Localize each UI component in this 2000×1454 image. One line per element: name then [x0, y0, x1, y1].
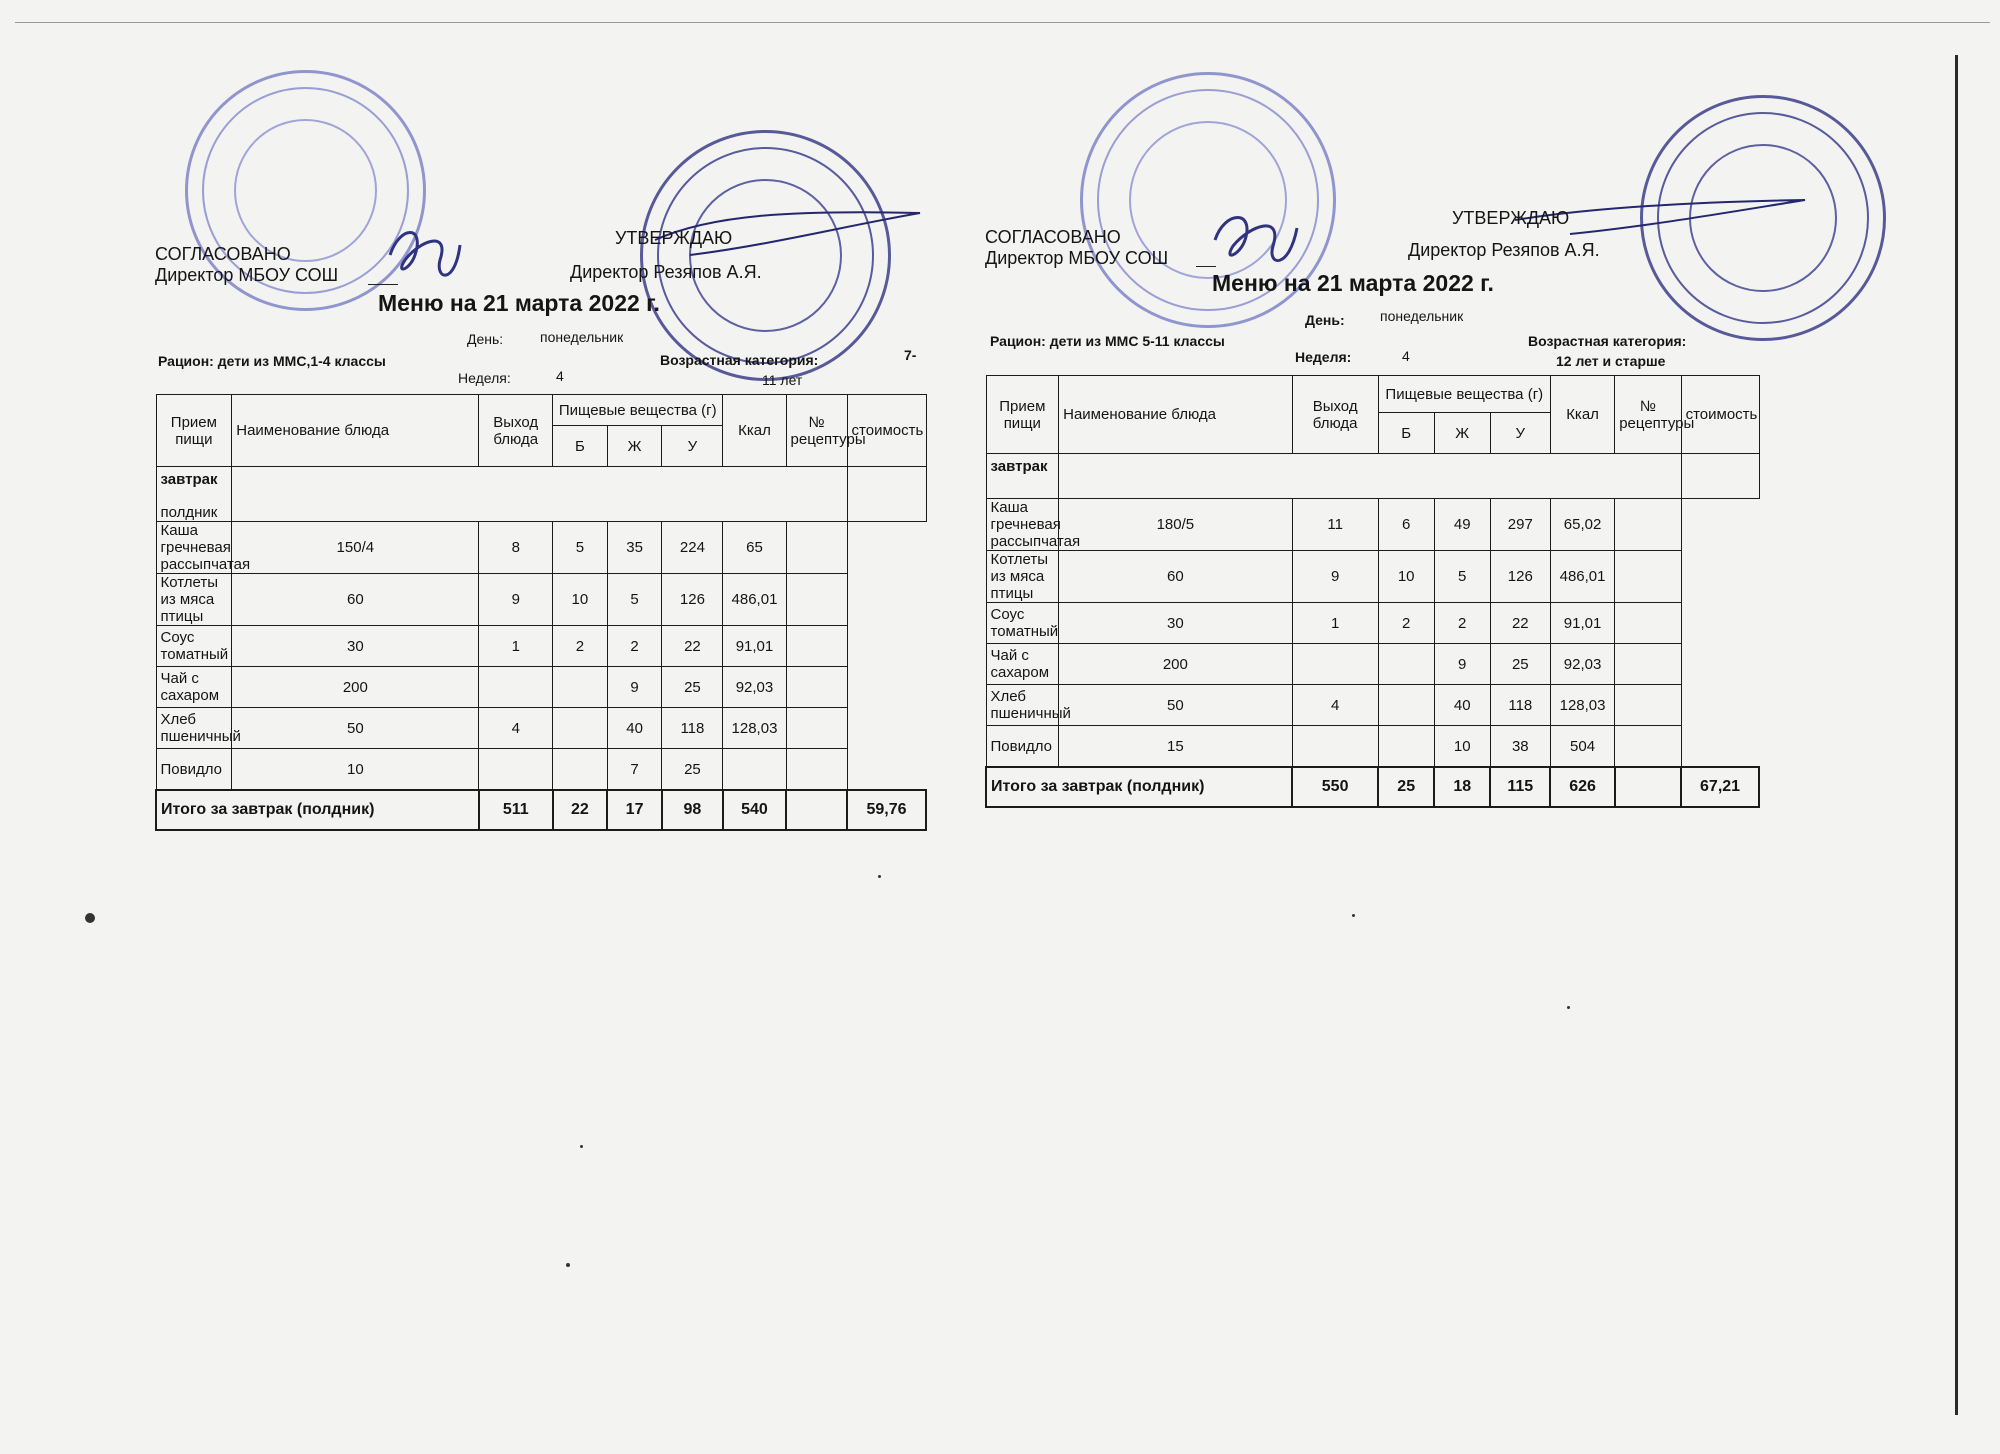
dish-cost [786, 574, 847, 626]
table-row [156, 708, 926, 749]
table-row [986, 685, 1759, 726]
header-recipe: № рецептуры [786, 395, 847, 467]
header-meal: Прием пищи [156, 395, 232, 467]
header-kcal: Ккал [1550, 376, 1614, 454]
signature-left [380, 215, 470, 295]
age-value-right: 12 лет и старше [1556, 353, 1666, 369]
menu-table-right [985, 375, 1760, 808]
dish-protein [1292, 644, 1378, 685]
dish-kcal: 224 [662, 522, 723, 574]
agreed-by: Директор МБОУ СОШ [155, 265, 339, 285]
age-value-left-a: 7- [904, 347, 917, 363]
approved-by-right: Директор Резяпов А.Я. [1408, 240, 1600, 260]
day-value-left: понедельник [540, 329, 624, 345]
dish-cost [1615, 499, 1681, 551]
ration-left: Рацион: дети из ММС,1-4 классы [158, 353, 386, 369]
dish-protein: 9 [1292, 551, 1378, 603]
dish-output: 50 [232, 708, 479, 749]
dish-kcal: 126 [662, 574, 723, 626]
approved-label-right: УТВЕРЖДАЮ [1452, 208, 1570, 228]
dish-fat [1378, 685, 1434, 726]
header-output: Выход блюда [1292, 376, 1378, 454]
dish-name: Чай с сахаром [986, 644, 1059, 685]
header-carbs: У [1490, 413, 1550, 454]
approved-label: УТВЕРЖДАЮ [615, 228, 733, 248]
approved-by: Директор Резяпов А.Я. [570, 262, 762, 282]
dish-carbs: 2 [1434, 603, 1490, 644]
dish-output: 15 [1059, 726, 1292, 768]
dish-fat: 2 [1378, 603, 1434, 644]
total-carbs: 98 [662, 790, 723, 830]
agreed-label-right: СОГЛАСОВАНО [985, 227, 1121, 247]
header-nutrients: Пищевые вещества (г) [553, 395, 723, 426]
dish-kcal: 25 [662, 749, 723, 791]
dish-recipe: 65,02 [1550, 499, 1614, 551]
dish-recipe: 504 [1550, 726, 1614, 768]
table-row [156, 749, 926, 791]
dish-carbs: 40 [1434, 685, 1490, 726]
ration-right: Рацион: дети из ММС 5-11 классы [990, 333, 1225, 349]
dish-output: 10 [232, 749, 479, 791]
scan-speck [580, 1145, 583, 1148]
week-value-right: 4 [1402, 348, 1410, 364]
total-recipe [1615, 767, 1681, 807]
dish-name: Каша гречневая рассыпчатая [156, 522, 232, 574]
table-row [986, 499, 1759, 551]
dish-carbs: 2 [607, 626, 662, 667]
dish-kcal: 118 [662, 708, 723, 749]
dish-output: 150/4 [232, 522, 479, 574]
header-dish-name: Наименование блюда [1059, 376, 1292, 454]
dish-name: Повидло [156, 749, 232, 791]
dish-carbs: 40 [607, 708, 662, 749]
scan-speck [566, 1263, 570, 1267]
total-protein: 25 [1378, 767, 1434, 807]
header-meal: Прием пищи [986, 376, 1059, 454]
dish-cost [786, 667, 847, 708]
week-label-left: Неделя: [458, 370, 511, 386]
dish-kcal: 25 [1490, 644, 1550, 685]
total-row [156, 790, 926, 830]
total-label: Итого за завтрак (полдник) [156, 790, 479, 830]
total-output: 511 [479, 790, 553, 830]
age-label-left: Возрастная категория: [660, 352, 819, 368]
scan-speck [85, 913, 95, 923]
dish-cost [1615, 644, 1681, 685]
page-top-edge [15, 22, 1990, 23]
table-row [986, 644, 1759, 685]
header-kcal: Ккал [723, 395, 786, 467]
header-cost: стоимость [847, 395, 926, 467]
dish-name: Хлеб пшеничный [986, 685, 1059, 726]
dish-fat: 5 [553, 522, 608, 574]
total-recipe [786, 790, 847, 830]
agreed-label: СОГЛАСОВАНО [155, 244, 291, 264]
agreed-by-right: Директор МБОУ СОШ [985, 248, 1169, 268]
table-row [156, 667, 926, 708]
table-row [156, 626, 926, 667]
dish-name: Повидло [986, 726, 1059, 768]
dish-kcal: 25 [662, 667, 723, 708]
signature-right [1205, 200, 1305, 280]
dish-kcal: 22 [662, 626, 723, 667]
dish-carbs: 49 [1434, 499, 1490, 551]
table-row [986, 603, 1759, 644]
dish-cost [786, 626, 847, 667]
dish-protein [479, 749, 553, 791]
header-output: Выход блюда [479, 395, 553, 467]
dish-carbs: 35 [607, 522, 662, 574]
total-kcal: 540 [723, 790, 786, 830]
dish-cost [1615, 603, 1681, 644]
dish-name: Котлеты из мяса птицы [986, 551, 1059, 603]
dish-recipe: 91,01 [1550, 603, 1614, 644]
dish-kcal: 297 [1490, 499, 1550, 551]
dish-recipe: 92,03 [1550, 644, 1614, 685]
total-cost: 59,76 [847, 790, 926, 830]
dish-cost [1615, 726, 1681, 768]
scan-speck [1352, 914, 1355, 917]
table-row [156, 522, 926, 574]
dish-kcal: 38 [1490, 726, 1550, 768]
total-carbs: 115 [1490, 767, 1550, 807]
dish-kcal: 126 [1490, 551, 1550, 603]
dish-recipe: 65 [723, 522, 786, 574]
dish-cost [1615, 551, 1681, 603]
dish-fat [553, 749, 608, 791]
dish-fat [1378, 644, 1434, 685]
dish-output: 60 [232, 574, 479, 626]
dish-recipe: 486,01 [1550, 551, 1614, 603]
header-protein: Б [1378, 413, 1434, 454]
total-row [986, 767, 1759, 807]
total-fat: 17 [607, 790, 662, 830]
dish-fat: 2 [553, 626, 608, 667]
age-label-right: Возрастная категория: [1528, 333, 1687, 349]
dish-name: Соус томатный [986, 603, 1059, 644]
table-header-row [986, 376, 1759, 413]
dish-name: Хлеб пшеничный [156, 708, 232, 749]
header-cost: стоимость [1681, 376, 1759, 454]
dish-output: 60 [1059, 551, 1292, 603]
dish-cost [786, 749, 847, 791]
dish-protein [479, 667, 553, 708]
dish-protein: 4 [479, 708, 553, 749]
table-row [156, 574, 926, 626]
day-label-right: День: [1305, 312, 1345, 328]
dish-output: 180/5 [1059, 499, 1292, 551]
header-carbs: У [662, 426, 723, 467]
scan-speck [878, 875, 881, 878]
dish-fat: 6 [1378, 499, 1434, 551]
dish-output: 30 [1059, 603, 1292, 644]
dish-carbs: 5 [607, 574, 662, 626]
dish-kcal: 118 [1490, 685, 1550, 726]
meal-cell: завтрак [986, 454, 1059, 499]
dish-recipe: 92,03 [723, 667, 786, 708]
dish-protein: 1 [479, 626, 553, 667]
meal-cell: завтрак полдник [156, 467, 232, 522]
dish-protein: 9 [479, 574, 553, 626]
dish-recipe: 128,03 [1550, 685, 1614, 726]
dish-carbs: 5 [1434, 551, 1490, 603]
header-recipe: № рецептуры [1615, 376, 1681, 454]
menu-rows-left [156, 522, 926, 791]
dish-protein: 1 [1292, 603, 1378, 644]
dish-carbs: 7 [607, 749, 662, 791]
page-edge-line [1955, 55, 1958, 1415]
dish-recipe: 128,03 [723, 708, 786, 749]
total-protein: 22 [553, 790, 608, 830]
week-label-right: Неделя: [1295, 349, 1352, 365]
menu-rows-right [986, 499, 1759, 768]
day-label-left: День: [467, 331, 504, 347]
menu-table-left [155, 394, 927, 831]
header-fat: Ж [1434, 413, 1490, 454]
total-output: 550 [1292, 767, 1378, 807]
header-nutrients: Пищевые вещества (г) [1378, 376, 1550, 413]
table-row [986, 551, 1759, 603]
dish-carbs: 9 [1434, 644, 1490, 685]
table-row [986, 454, 1759, 499]
total-cost: 67,21 [1681, 767, 1759, 807]
age-value-left-b: 11 лет [762, 372, 803, 388]
header-dish-name: Наименование блюда [232, 395, 479, 467]
total-label: Итого за завтрак (полдник) [986, 767, 1292, 807]
header-protein: Б [553, 426, 608, 467]
table-row [986, 726, 1759, 768]
dish-output: 200 [1059, 644, 1292, 685]
dish-fat: 10 [1378, 551, 1434, 603]
dish-protein: 8 [479, 522, 553, 574]
dish-protein: 11 [1292, 499, 1378, 551]
dish-name: Каша гречневая рассыпчатая [986, 499, 1059, 551]
total-kcal: 626 [1550, 767, 1614, 807]
week-value-left: 4 [556, 368, 564, 384]
table-row [156, 467, 926, 522]
dish-name: Котлеты из мяса птицы [156, 574, 232, 626]
dish-name: Соус томатный [156, 626, 232, 667]
dish-output: 200 [232, 667, 479, 708]
dish-fat [553, 708, 608, 749]
dish-fat [553, 667, 608, 708]
dish-carbs: 9 [607, 667, 662, 708]
dish-recipe: 486,01 [723, 574, 786, 626]
dish-fat: 10 [553, 574, 608, 626]
header-fat: Ж [607, 426, 662, 467]
dish-recipe: 91,01 [723, 626, 786, 667]
menu-title-right: Меню на 21 марта 2022 г. [1212, 270, 1494, 296]
day-value-right: понедельник [1380, 308, 1464, 324]
table-header-row [156, 395, 926, 426]
dish-output: 30 [232, 626, 479, 667]
dish-output: 50 [1059, 685, 1292, 726]
total-fat: 18 [1434, 767, 1490, 807]
dish-cost [1615, 685, 1681, 726]
dish-kcal: 22 [1490, 603, 1550, 644]
menu-title-left: Меню на 21 марта 2022 г. [378, 290, 660, 316]
dish-cost [786, 522, 847, 574]
dish-protein [1292, 726, 1378, 768]
dish-protein: 4 [1292, 685, 1378, 726]
dish-cost [786, 708, 847, 749]
dish-recipe [723, 749, 786, 791]
dish-carbs: 10 [1434, 726, 1490, 768]
scan-speck [1567, 1006, 1570, 1009]
dish-name: Чай с сахаром [156, 667, 232, 708]
dish-fat [1378, 726, 1434, 768]
